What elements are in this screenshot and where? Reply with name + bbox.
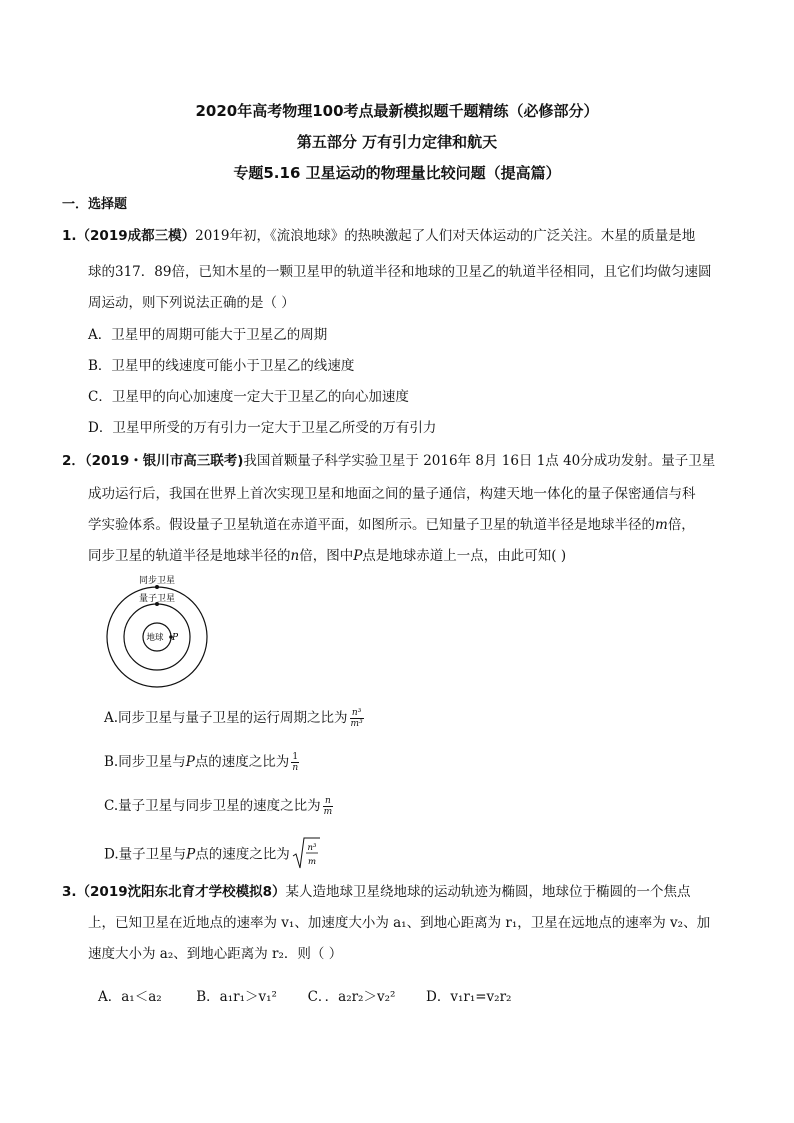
orbit-diagram (104, 573, 214, 693)
question-2-option-b: B.同步卫星与P点的速度之比为 $\frac{1}{n}$ (104, 752, 299, 773)
part-title: 第五部分 万有引力定律和航天 (296, 133, 498, 151)
question-3-line1 (62, 880, 691, 900)
question-2-line1 (62, 449, 715, 469)
question-1-option-d: D．卫星甲所受的万有引力一定大于卫星乙所受的万有引力 (88, 420, 437, 436)
question-3-option-b: B．a₁r₁＞v₁² (196, 989, 277, 1005)
question-3-number: 3. (62, 884, 77, 900)
question-3-line3: 速度大小为 a₂、到地心距离为 r₂．则（ ） (88, 946, 343, 962)
doc-title: 2020年高考物理100考点最新模拟题千题精练（必修部分） (195, 102, 599, 120)
question-2-option-d: D.量子卫星与P点的速度之比为 n³ m (104, 836, 320, 874)
question-2-line4: 同步卫星的轨道半径是地球半径的n倍，图中P点是地球赤道上一点，由此可知( ) (88, 548, 567, 564)
question-3-text: 某人造地球卫星绕地球的运动轨迹为椭圆，地球位于椭圆的一个焦点 (285, 884, 691, 900)
question-3-line2: 上，已知卫星在近地点的速率为 v₁、加速度大小为 a₁、到地心距离为 r₁，卫星在远地点的速率为 v₂、加 (88, 915, 711, 931)
question-1-option-a: A．卫星甲的周期可能大于卫星乙的周期 (88, 327, 328, 343)
question-2-source: （2019・银川市高三联考) (84, 453, 244, 469)
question-1-option-b: B．卫星甲的线速度可能小于卫星乙的线速度 (88, 358, 355, 374)
point-p-label: P (172, 633, 179, 643)
question-2-line3: 学实验体系。假设量子卫星轨道在赤道平面，如图所示。已知量子卫星的轨道半径是地球半径的m倍， (88, 517, 695, 533)
topic-title: 专题5.16 卫星运动的物理量比较问题（提高篇） (233, 164, 561, 182)
question-3-option-c: C．．a₂r₂＞v₂² (307, 989, 396, 1005)
question-1-number: 1. (62, 228, 77, 244)
svg-text:n³: n³ (307, 843, 317, 853)
question-3-options (98, 985, 511, 1005)
quantum-satellite-label: 量子卫星 (138, 594, 176, 604)
fraction: $\frac{n}{m}$ (323, 796, 333, 817)
question-2-line2: 成功运行后，我国在世界上首次实现卫星和地面之间的量子通信，构建天地一体化的量子保密通信与科 (88, 486, 696, 502)
earth-label: 地球 (146, 633, 164, 643)
svg-text:m: m (307, 857, 316, 867)
question-2-option-c: C.量子卫星与同步卫星的速度之比为 $\frac{n}{m}$ (104, 796, 333, 817)
question-2-number: 2． (62, 453, 85, 469)
question-1-option-c: C．卫星甲的向心加速度一定大于卫星乙的向心加速度 (88, 389, 409, 405)
sync-satellite-label: 同步卫星 (138, 576, 176, 586)
question-3-option-a: A．a₁＜a₂ (98, 989, 162, 1005)
question-3-source: （2019沈阳东北育才学校模拟8） (76, 884, 286, 900)
section-heading: 一．选择题 (62, 197, 128, 212)
question-1-text: 2019年初，《流浪地球》的热映激起了人们对天体运动的广泛关注。木星的质量是地 (195, 228, 696, 244)
question-2-text: 我国首颗量子科学实验卫星于 2016年 8月 16日 1点 40分成功发射。量子卫星 (243, 453, 716, 469)
question-1-line2: 球的317．89倍，已知木星的一颗卫星甲的轨道半径和地球的卫星乙的轨道半径相同，且它们均做匀速圆 (88, 264, 712, 280)
question-1-line3: 周运动，则下列说法正确的是（ ） (88, 295, 295, 311)
question-1-line1 (62, 224, 695, 244)
fraction: $\frac{1}{n}$ (292, 752, 299, 773)
question-1-source: （2019成都三模） (76, 228, 196, 244)
fraction: $\frac{\text{n³}}{\text{m³}}$ (350, 708, 363, 729)
question-2-option-a: A.同步卫星与量子卫星的运行周期之比为 $\frac{\text{n³}}{\text{m³}}$ (104, 708, 363, 729)
sqrt-symbol (292, 836, 320, 874)
question-3-option-d: D．v₁r₁=v₂r₂ (426, 989, 512, 1005)
